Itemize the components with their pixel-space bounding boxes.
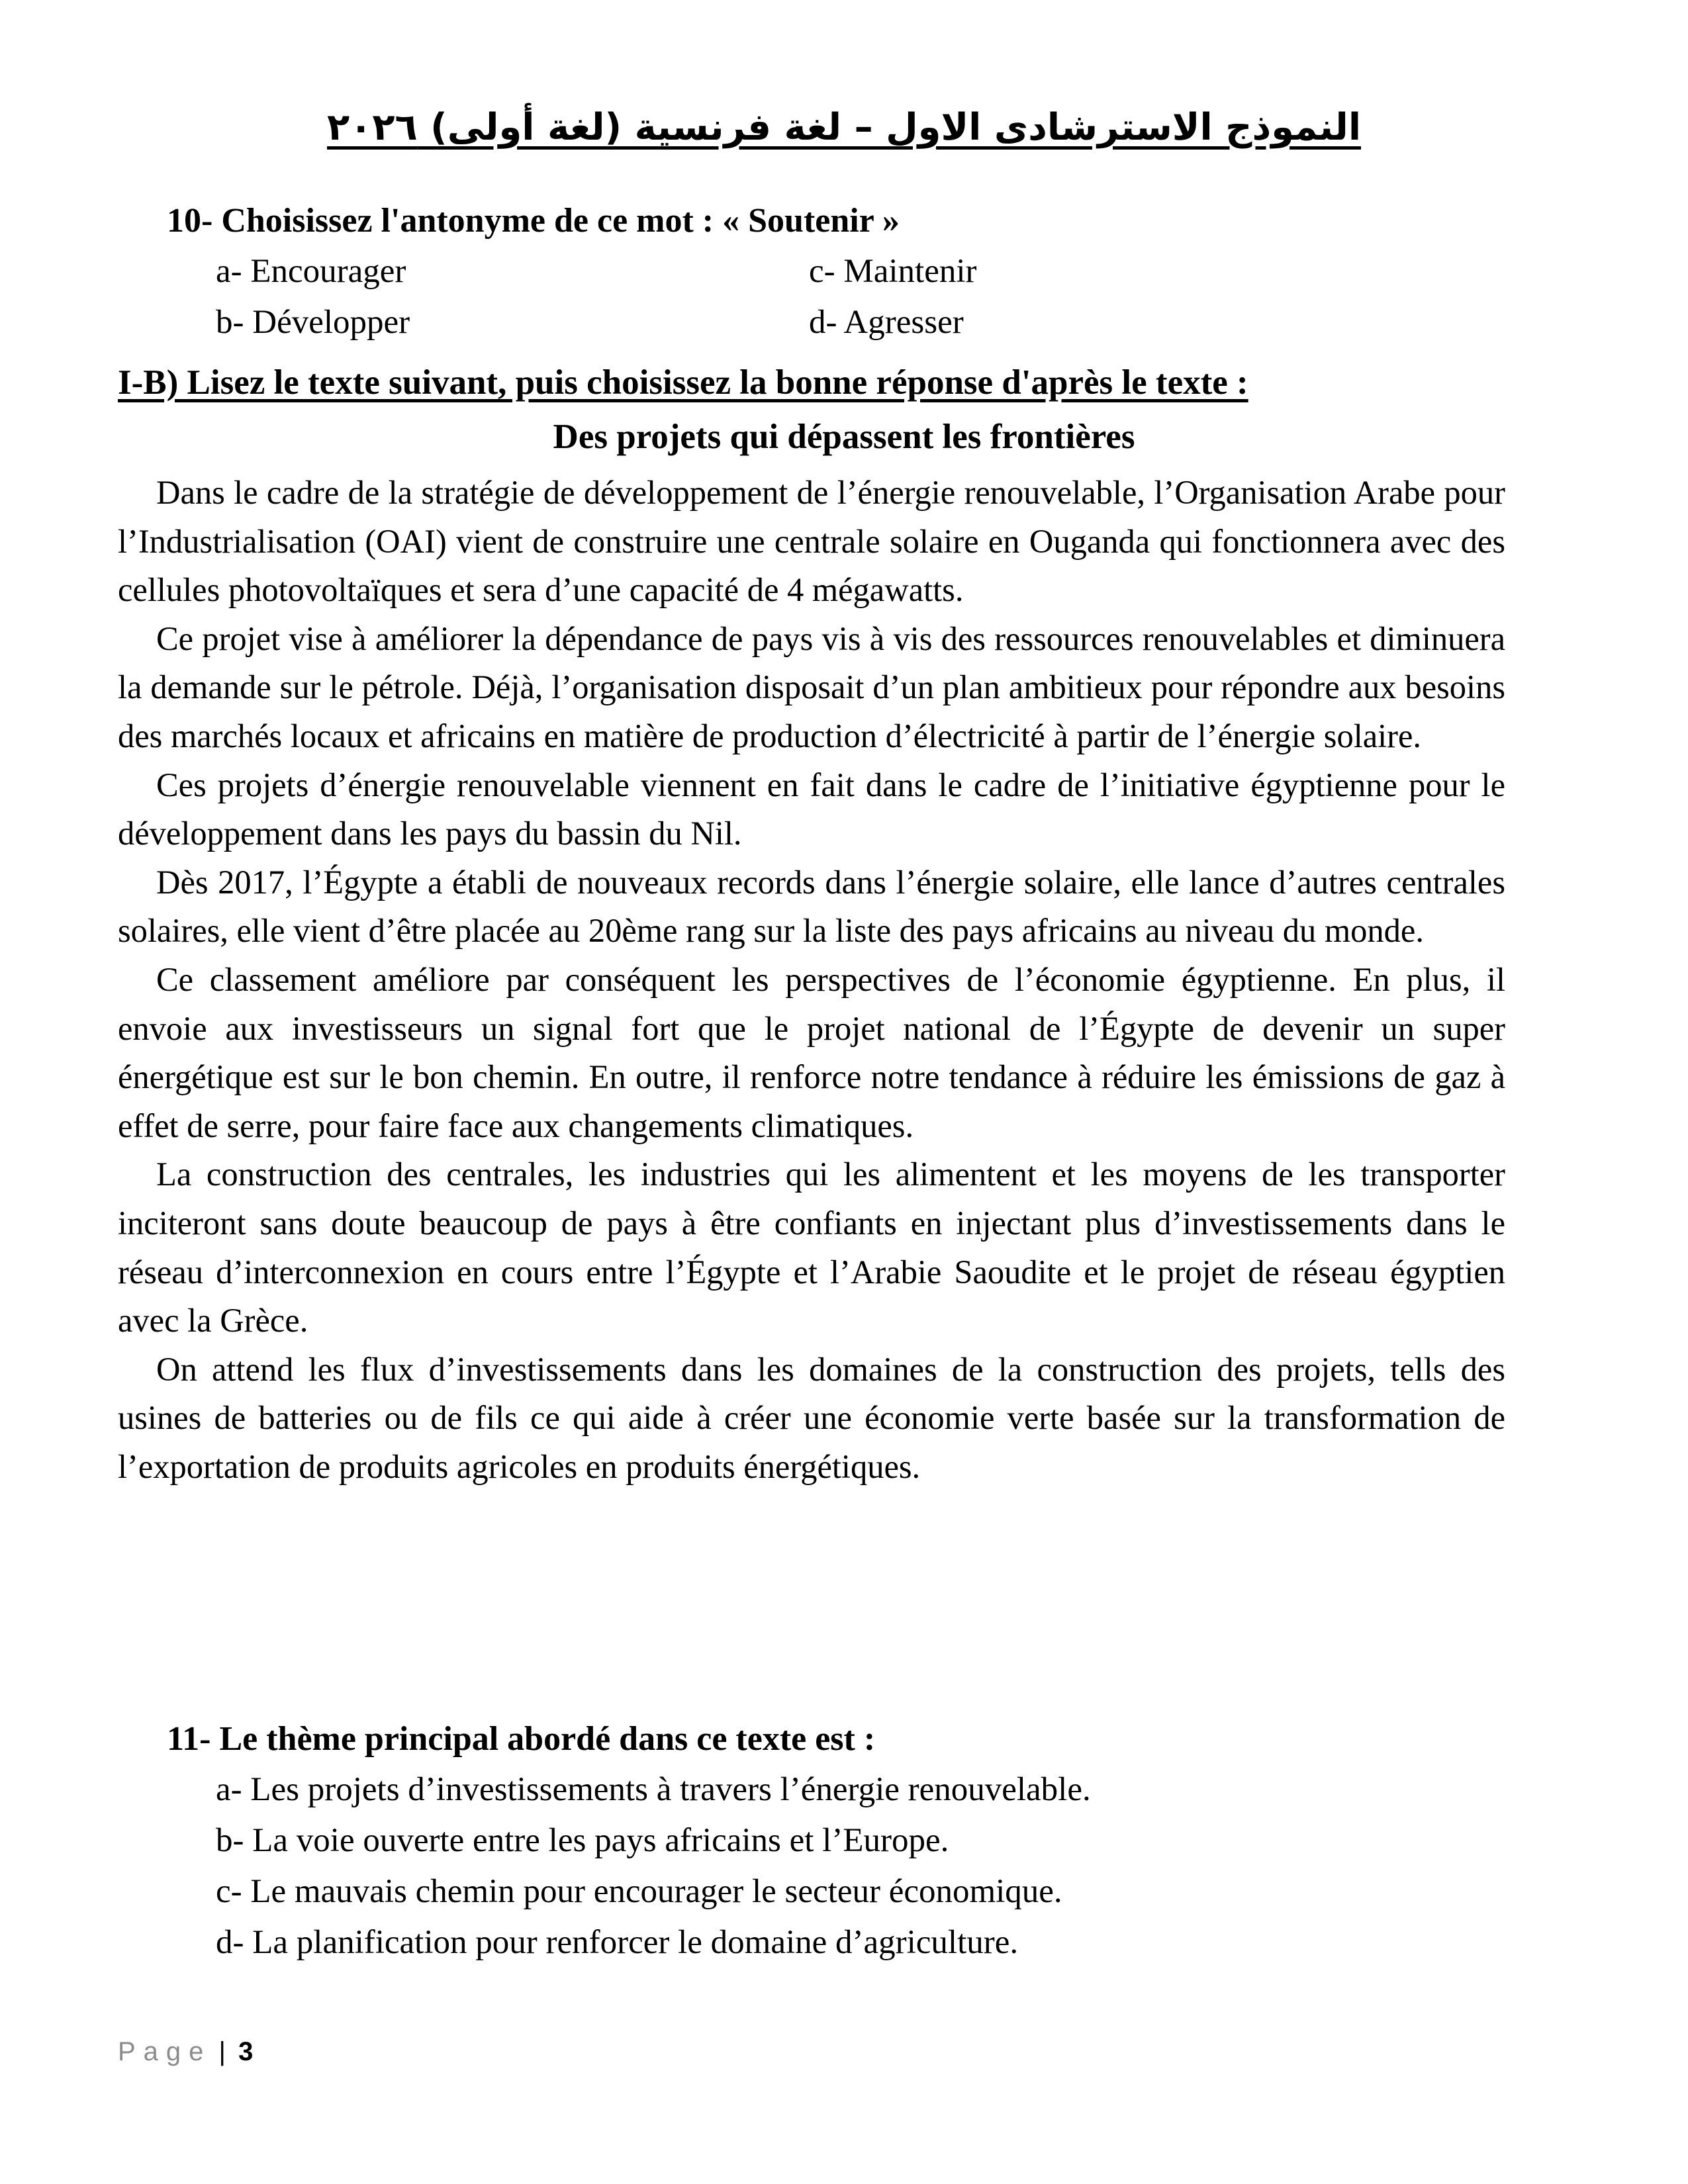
option-b[interactable]: b- La voie ouverte entre les pays africains et l’Europe. bbox=[216, 1822, 949, 1859]
option-a[interactable]: a- Encourager bbox=[216, 253, 406, 290]
page-number: 3 bbox=[238, 2037, 254, 2066]
reading-text bbox=[118, 469, 1505, 1491]
page-label: Page bbox=[118, 2037, 212, 2066]
option-d[interactable]: d- La planification pour renforcer le domaine d’agriculture. bbox=[216, 1924, 1019, 1961]
option-b[interactable]: b- Développer bbox=[216, 304, 410, 341]
paragraph: Ces projets d’énergie renouvelable viennent en fait dans le cadre de l’initiative égyptienne pour le développement dans les pays du bassin du Nil. bbox=[118, 766, 1505, 852]
question-10-options bbox=[216, 246, 1557, 348]
exam-header bbox=[0, 106, 1688, 149]
reading-title: Des projets qui dépassent les frontières bbox=[553, 418, 1135, 456]
paragraph: Dans le cadre de la stratégie de développement de l’énergie renouvelable, l’Organisation Arabe pour l’Industrialisation (OAI) vient de construire une centrale solaire en Ouganda qui fonctionnera avec des cellules photovoltaïques et sera d’une capacité de 4 mégawatts. bbox=[118, 474, 1505, 609]
question-10-title: 10- Choisissez l'antonyme de ce mot : « Soutenir » bbox=[167, 202, 900, 240]
question-11-title: 11- Le thème principal abordé dans ce texte est : bbox=[167, 1720, 876, 1758]
paragraph: Dès 2017, l’Égypte a établi de nouveaux records dans l’énergie solaire, elle lance d’autres centrales solaires, elle vient d’être placée au 20ème rang sur la liste des pays africains au niveau du monde. bbox=[118, 863, 1505, 950]
paragraph: La construction des centrales, les industries qui les alimentent et les moyens de les transporter inciteront sans doute beaucoup de pays à être confiants en injectant plus d’investissements dans le réseau d’interconnexion en cours entre l’Égypte et l’Arabie Saoudite et le projet de réseau égyptien avec la Grèce. bbox=[118, 1156, 1505, 1340]
question-10 bbox=[167, 196, 1557, 348]
paragraph: Ce projet vise à améliorer la dépendance de pays vis à vis des ressources renouvelables et diminuera la demande sur le pétrole. Déjà, l’organisation disposait d’un plan ambitieux pour répondre aux besoins des marchés locaux et africains en matière de production d’électricité à partir de l’énergie solaire. bbox=[118, 619, 1505, 754]
section-title: I-B) Lisez le texte suivant, puis choisissez la bonne réponse d'après le texte : bbox=[118, 363, 1248, 402]
page-separator: | bbox=[218, 2037, 226, 2066]
paragraph: On attend les flux d’investissements dans les domaines de la construction des projets, tells des usines de batteries ou de fils ce qui aide à créer une économie verte basée sur la transformation de l’exportation de produits agricoles en produits énergétiques. bbox=[118, 1350, 1505, 1485]
question-11-options bbox=[216, 1764, 1557, 1968]
page-footer bbox=[118, 2037, 253, 2067]
option-c[interactable]: c- Le mauvais chemin pour encourager le secteur économique. bbox=[216, 1873, 1062, 1910]
option-c[interactable]: c- Maintenir bbox=[809, 253, 977, 290]
exam-title: النموذج الاسترشادى الاول – لغة فرنسية (لغة أولى) ٢٠٢٦ bbox=[326, 106, 1362, 149]
option-d[interactable]: d- Agresser bbox=[809, 304, 964, 341]
paragraph: Ce classement améliore par conséquent les perspectives de l’économie égyptienne. En plus, il envoie aux investisseurs un signal fort que le projet national de l’Égypte de devenir un super énergétique est sur le bon chemin. En outre, il renforce notre tendance à réduire les émissions de gaz à effet de serre, pour faire face aux changements climatiques. bbox=[118, 960, 1505, 1144]
option-a[interactable]: a- Les projets d’investissements à travers l’énergie renouvelable. bbox=[216, 1771, 1091, 1808]
question-11 bbox=[167, 1714, 1557, 1968]
